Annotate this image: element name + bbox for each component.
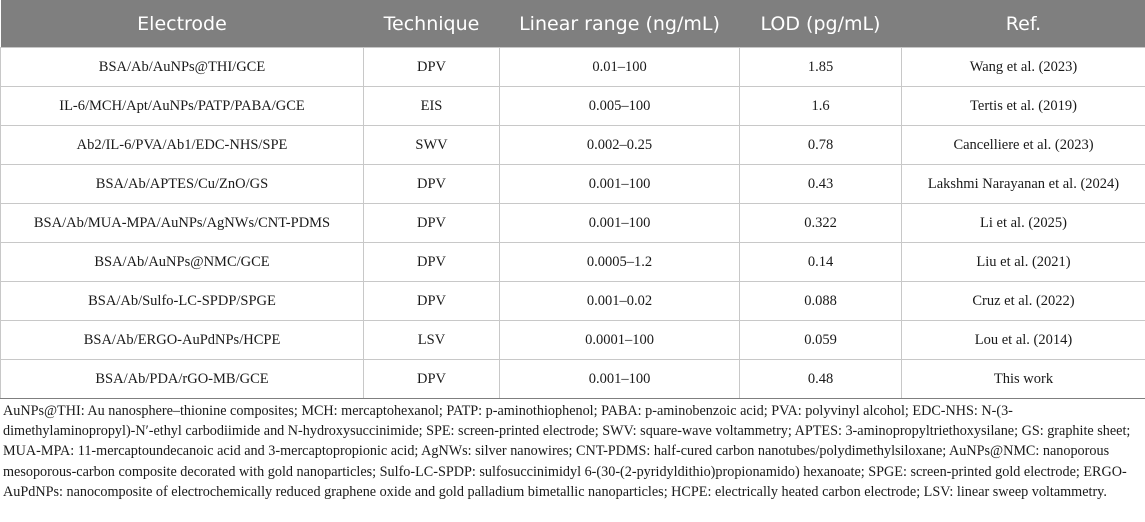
table-row [1,282,1145,321]
header-linear-range: Linear range (ng/mL) [500,0,740,48]
cell-lod: 0.14 [740,243,902,282]
cell-ref: Cancelliere et al. (2023) [902,126,1145,165]
cell-ref: This work [902,360,1145,399]
cell-ref: Lou et al. (2014) [902,321,1145,360]
table-header-row [1,0,1145,48]
cell-technique: DPV [364,204,500,243]
cell-lod: 0.059 [740,321,902,360]
table-row [1,165,1145,204]
cell-linear-range: 0.01–100 [500,48,740,87]
cell-linear-range: 0.001–100 [500,204,740,243]
cell-lod: 1.6 [740,87,902,126]
cell-ref: Cruz et al. (2022) [902,282,1145,321]
cell-lod: 1.85 [740,48,902,87]
table-row [1,126,1145,165]
cell-linear-range: 0.001–100 [500,360,740,399]
cell-electrode: BSA/Ab/MUA-MPA/AuNPs/AgNWs/CNT-PDMS [1,204,364,243]
cell-linear-range: 0.0001–100 [500,321,740,360]
table-row [1,321,1145,360]
cell-electrode: Ab2/IL-6/PVA/Ab1/EDC-NHS/SPE [1,126,364,165]
header-technique: Technique [364,0,500,48]
cell-electrode: BSA/Ab/ERGO-AuPdNPs/HCPE [1,321,364,360]
header-lod: LOD (pg/mL) [740,0,902,48]
cell-linear-range: 0.002–0.25 [500,126,740,165]
cell-lod: 0.322 [740,204,902,243]
cell-linear-range: 0.005–100 [500,87,740,126]
cell-lod: 0.48 [740,360,902,399]
cell-electrode: BSA/Ab/AuNPs@NMC/GCE [1,243,364,282]
cell-lod: 0.78 [740,126,902,165]
cell-electrode: BSA/Ab/APTES/Cu/ZnO/GS [1,165,364,204]
header-ref: Ref. [902,0,1145,48]
cell-linear-range: 0.001–0.02 [500,282,740,321]
table-row [1,204,1145,243]
table-row [1,243,1145,282]
cell-technique: EIS [364,87,500,126]
cell-ref: Wang et al. (2023) [902,48,1145,87]
abbreviations-footnote: AuNPs@THI: Au nanosphere–thionine composites; MCH: mercaptohexanol; PATP: p-aminothiophenol; PABA: p-aminobenzoic acid; PVA: polyvinyl alcohol; EDC-NHS: N-(3-dimethylaminopropyl)-N′-ethyl carbodiimide and N-hydroxysuccinimide; SPE: screen-printed electrode; SWV: square-wave voltammetry; APTES: 3-aminopropyltriethoxysilane; GS: graphite sheet; MUA-MPA: 11-mercaptoundecanoic acid and 3-mercaptopropionic acid; AgNWs: silver nanowires; CNT-PDMS: half-cured carbon nanotubes/polydimethylsiloxane; AuNPs@NMC: nanoporous mesoporous-carbon composite decorated with gold nanoparticles; Sulfo-LC-SPDP: sulfosuccinimidyl 6-(30-(2-pyridyldithio)propionamido) hexanoate; SPGE: screen-printed gold electrode; ERGO-AuPdNPs: nanocomposite of electrochemically reduced graphene oxide and gold palladium bimetallic nanoparticles; HCPE: electrically heated carbon electrode; LSV: linear sweep voltammetry. [3,403,1131,500]
cell-linear-range: 0.0005–1.2 [500,243,740,282]
cell-ref: Tertis et al. (2019) [902,87,1145,126]
cell-linear-range: 0.001–100 [500,165,740,204]
cell-technique: DPV [364,165,500,204]
cell-electrode: BSA/Ab/AuNPs@THI/GCE [1,48,364,87]
table-row [1,48,1145,87]
cell-lod: 0.088 [740,282,902,321]
table-row [1,87,1145,126]
cell-technique: LSV [364,321,500,360]
cell-electrode: BSA/Ab/Sulfo-LC-SPDP/SPGE [1,282,364,321]
cell-ref: Li et al. (2025) [902,204,1145,243]
cell-technique: DPV [364,243,500,282]
cell-technique: SWV [364,126,500,165]
cell-technique: DPV [364,282,500,321]
cell-technique: DPV [364,360,500,399]
cell-technique: DPV [364,48,500,87]
header-electrode: Electrode [1,0,364,48]
cell-electrode: BSA/Ab/PDA/rGO-MB/GCE [1,360,364,399]
cell-ref: Liu et al. (2021) [902,243,1145,282]
cell-lod: 0.43 [740,165,902,204]
table-row [1,360,1145,399]
cell-electrode: IL-6/MCH/Apt/AuNPs/PATP/PABA/GCE [1,87,364,126]
cell-ref: Lakshmi Narayanan et al. (2024) [902,165,1145,204]
